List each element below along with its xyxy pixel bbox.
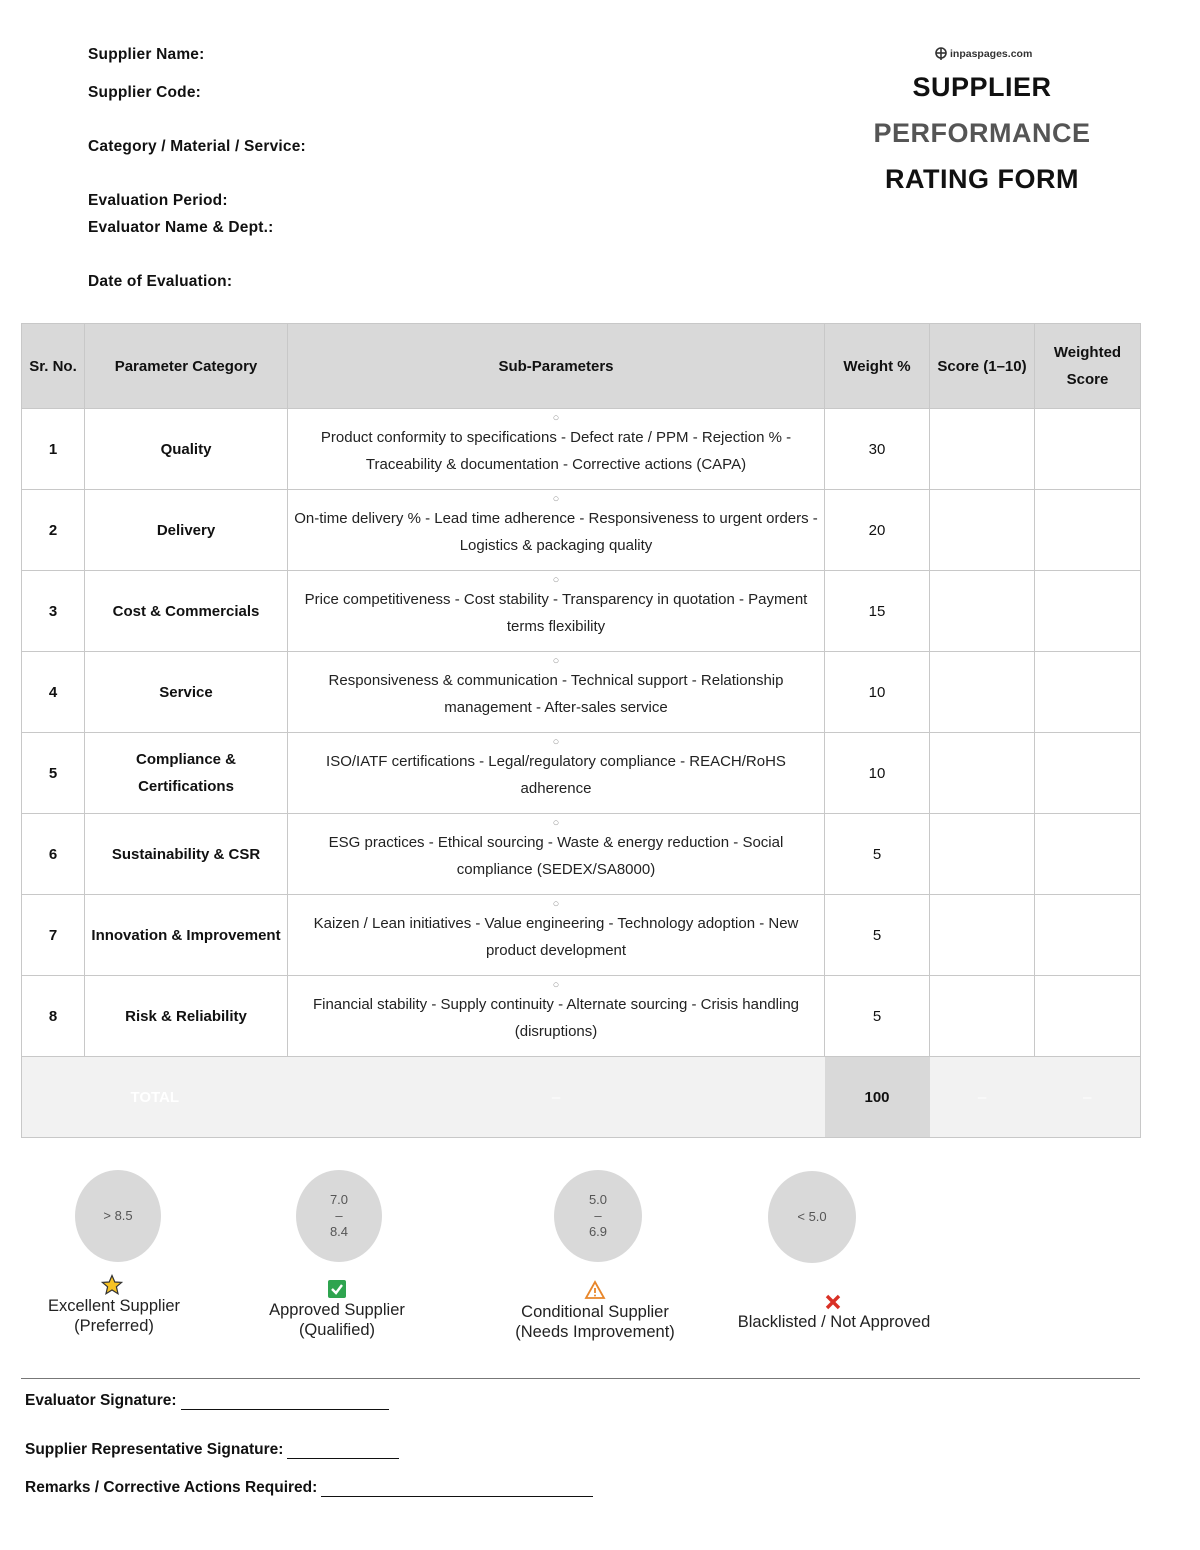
- table-row: [22, 652, 1141, 733]
- evaluator-signature-line[interactable]: [181, 1395, 389, 1410]
- bullet-icon: ○: [552, 736, 560, 748]
- row-sub-parameters: [288, 814, 825, 895]
- row-sr-number: 8: [22, 976, 85, 1057]
- row-parameter-category: Innovation & Improvement: [85, 895, 288, 976]
- rating-table: [21, 323, 1141, 1138]
- row-parameter-category: Quality: [85, 409, 288, 490]
- check-box-icon: [326, 1278, 348, 1300]
- row-weight: 10: [825, 733, 930, 814]
- row-weight: 30: [825, 409, 930, 490]
- supplier-rep-signature-line[interactable]: [287, 1444, 399, 1459]
- row-score-input[interactable]: [930, 976, 1035, 1057]
- rating-label-line: Approved Supplier: [269, 1301, 405, 1319]
- row-score-input[interactable]: [930, 490, 1035, 571]
- title-line-1: SUPPLIER: [912, 72, 1052, 102]
- title-line-3: RATING FORM: [885, 164, 1079, 194]
- rating-range-text: < 5.0: [797, 1209, 827, 1224]
- evaluator-signature-label: Evaluator Signature:: [25, 1392, 177, 1409]
- total-weighted-score[interactable]: –: [1035, 1057, 1141, 1138]
- row-weight: 5: [825, 814, 930, 895]
- row-sr-number: 1: [22, 409, 85, 490]
- header-weight: Weight %: [825, 324, 930, 409]
- row-parameter-category: Risk & Reliability: [85, 976, 288, 1057]
- sub-parameters-text: Price competitiveness - Cost stability - Transparency in quotation - Payment terms flexibility: [304, 591, 808, 635]
- divider: [21, 1378, 1140, 1379]
- row-parameter-category: Compliance & Certifications: [85, 733, 288, 814]
- remarks: [25, 1479, 593, 1497]
- rating-label: [0, 1296, 234, 1336]
- total-sub: –: [288, 1057, 825, 1138]
- warning-icon: [584, 1279, 606, 1301]
- rating-label-line: Blacklisted / Not Approved: [737, 1313, 931, 1331]
- rating-label-line: (Preferred): [74, 1317, 154, 1335]
- header-category: Parameter Category: [85, 324, 288, 409]
- row-weighted-score[interactable]: [1035, 409, 1141, 490]
- rating-range-text: 7.0: [329, 1192, 349, 1207]
- bullet-icon: ○: [552, 898, 560, 910]
- bullet-icon: ○: [552, 574, 560, 586]
- row-weight: 5: [825, 895, 930, 976]
- rating-label-line: (Qualified): [298, 1321, 376, 1339]
- total-score[interactable]: –: [930, 1057, 1035, 1138]
- row-weighted-score[interactable]: [1035, 571, 1141, 652]
- row-weighted-score[interactable]: [1035, 733, 1141, 814]
- row-parameter-category: Delivery: [85, 490, 288, 571]
- rating-label-line: Conditional Supplier: [521, 1303, 669, 1321]
- rating-range-text: 5.0: [588, 1192, 608, 1207]
- category-label: Category / Material / Service:: [88, 138, 306, 155]
- bullet-icon: ○: [552, 655, 560, 667]
- brand-text: inpaspages.com: [950, 48, 1033, 60]
- rating-label: [714, 1312, 954, 1332]
- table-row: [22, 814, 1141, 895]
- row-weight: 20: [825, 490, 930, 571]
- rating-label-line: Excellent Supplier: [47, 1297, 181, 1315]
- header-score: Score (1–10): [930, 324, 1035, 409]
- bullet-icon: ○: [552, 493, 560, 505]
- total-weight: 100: [825, 1057, 930, 1138]
- table-row: [22, 976, 1141, 1057]
- row-score-input[interactable]: [930, 733, 1035, 814]
- bullet-icon: ○: [552, 979, 560, 991]
- row-weighted-score[interactable]: [1035, 652, 1141, 733]
- table-row: [22, 895, 1141, 976]
- row-parameter-category: Cost & Commercials: [85, 571, 288, 652]
- brand: [934, 47, 1032, 61]
- row-sub-parameters: [288, 652, 825, 733]
- evaluator-signature: [25, 1392, 389, 1410]
- bullet-icon: ○: [552, 412, 560, 424]
- rating-range-text: –: [335, 1208, 343, 1223]
- row-score-input[interactable]: [930, 652, 1035, 733]
- sub-parameters-text: ISO/IATF certifications - Legal/regulatory compliance - REACH/RoHS adherence: [326, 753, 786, 797]
- row-sr-number: 6: [22, 814, 85, 895]
- row-weighted-score[interactable]: [1035, 490, 1141, 571]
- rating-label: [217, 1300, 457, 1340]
- pin-logo-icon: [934, 47, 948, 61]
- rating-label: [475, 1302, 715, 1342]
- row-score-input[interactable]: [930, 814, 1035, 895]
- row-sub-parameters: [288, 895, 825, 976]
- supplier-rep-signature-label: Supplier Representative Signature:: [25, 1441, 284, 1458]
- row-sr-number: 2: [22, 490, 85, 571]
- rating-range-text: –: [594, 1208, 602, 1223]
- remarks-label: Remarks / Corrective Actions Required:: [25, 1479, 318, 1496]
- row-weighted-score[interactable]: [1035, 814, 1141, 895]
- row-sr-number: 4: [22, 652, 85, 733]
- row-score-input[interactable]: [930, 895, 1035, 976]
- table-header-row: [22, 324, 1141, 409]
- row-weighted-score[interactable]: [1035, 976, 1141, 1057]
- row-sr-number: 7: [22, 895, 85, 976]
- rating-range-circle: [768, 1171, 856, 1263]
- header-weighted-score: Weighted Score: [1035, 324, 1141, 409]
- row-weighted-score[interactable]: [1035, 895, 1141, 976]
- row-parameter-category: Sustainability & CSR: [85, 814, 288, 895]
- rating-range-circle: [296, 1170, 382, 1262]
- row-sr-number: 5: [22, 733, 85, 814]
- row-sub-parameters: [288, 571, 825, 652]
- total-row: [22, 1057, 1141, 1138]
- rating-range-text: > 8.5: [103, 1208, 133, 1223]
- supplier-name-label: Supplier Name:: [88, 46, 205, 63]
- title-line-2: PERFORMANCE: [873, 118, 1091, 148]
- rating-range-text: 8.4: [329, 1224, 349, 1239]
- row-sub-parameters: [288, 409, 825, 490]
- row-score-input[interactable]: [930, 571, 1035, 652]
- row-weight: 5: [825, 976, 930, 1057]
- table-row: [22, 490, 1141, 571]
- evaluation-period-label: Evaluation Period:: [88, 192, 228, 209]
- evaluation-date-label: Date of Evaluation:: [88, 273, 233, 290]
- sub-parameters-text: Responsiveness & communication - Technical support - Relationship management - After-sales service: [328, 672, 784, 716]
- row-sub-parameters: [288, 976, 825, 1057]
- total-label: TOTAL: [22, 1057, 288, 1138]
- cross-icon: [822, 1291, 844, 1313]
- rating-range-circle: [75, 1170, 161, 1262]
- sub-parameters-text: Kaizen / Lean initiatives - Value engineering - Technology adoption - New product development: [313, 915, 799, 959]
- row-parameter-category: Service: [85, 652, 288, 733]
- row-score-input[interactable]: [930, 409, 1035, 490]
- header-sr: Sr. No.: [22, 324, 85, 409]
- rating-range-circle: [554, 1170, 642, 1262]
- remarks-line[interactable]: [321, 1482, 593, 1497]
- sub-parameters-text: Product conformity to specifications - Defect rate / PPM - Rejection % - Traceability & documentation - Corrective actions (CAPA): [320, 429, 792, 473]
- supplier-rep-signature: [25, 1441, 399, 1459]
- star-icon: [101, 1274, 123, 1296]
- row-sub-parameters: [288, 490, 825, 571]
- row-sr-number: 3: [22, 571, 85, 652]
- header-sub-parameters: Sub-Parameters: [288, 324, 825, 409]
- row-weight: 15: [825, 571, 930, 652]
- evaluator-label: Evaluator Name & Dept.:: [88, 219, 274, 236]
- table-row: [22, 409, 1141, 490]
- rating-label-line: (Needs Improvement): [515, 1323, 675, 1341]
- sub-parameters-text: ESG practices - Ethical sourcing - Waste & energy reduction - Social compliance (SEDEX/SA8000): [328, 834, 784, 878]
- row-sub-parameters: [288, 733, 825, 814]
- table-row: [22, 733, 1141, 814]
- table-row: [22, 571, 1141, 652]
- rating-range-text: 6.9: [588, 1224, 608, 1239]
- row-weight: 10: [825, 652, 930, 733]
- sub-parameters-text: Financial stability - Supply continuity - Alternate sourcing - Crisis handling (disruptions): [312, 996, 800, 1040]
- bullet-icon: ○: [552, 817, 560, 829]
- supplier-code-label: Supplier Code:: [88, 84, 202, 101]
- sub-parameters-text: On-time delivery % - Lead time adherence - Responsiveness to urgent orders - Logistics & packaging quality: [294, 510, 818, 554]
